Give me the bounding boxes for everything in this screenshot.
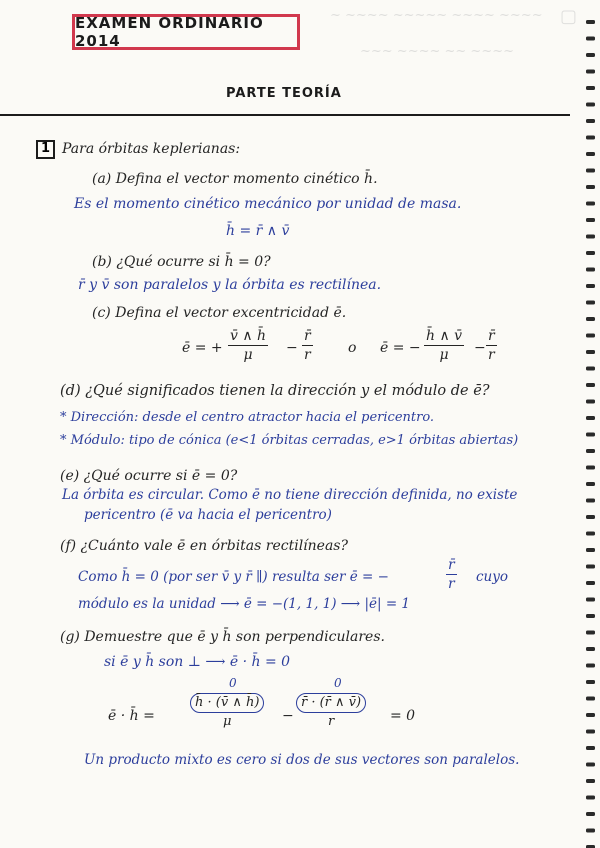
c-frac4-num: r̄ bbox=[488, 328, 495, 344]
binding-hole bbox=[586, 400, 595, 404]
binding-hole bbox=[586, 119, 595, 123]
answer-f-1: Como h̄ = 0 (por ser v̄ y r̄ ∥) resulta ser ē = − bbox=[78, 569, 389, 585]
g-minus: − bbox=[282, 708, 294, 724]
binding-hole bbox=[586, 70, 595, 74]
question-b: (b) ¿Qué ocurre si h̄ = 0? bbox=[92, 254, 271, 270]
binding-hole bbox=[586, 664, 595, 668]
binding-hole bbox=[586, 581, 595, 585]
g-zero-mark-2: 0 bbox=[334, 676, 342, 690]
c-lhs2: ē = − bbox=[380, 340, 421, 356]
f-frac-den: r bbox=[448, 576, 455, 592]
question-intro: Para órbitas keplerianas: bbox=[62, 141, 241, 157]
binding-hole bbox=[586, 284, 595, 288]
binding-hole bbox=[586, 515, 595, 519]
question-g: (g) Demuestre que ē y h̄ son perpendiculares. bbox=[60, 629, 385, 645]
f-frac bbox=[446, 556, 457, 593]
c-or: o bbox=[348, 340, 357, 356]
answer-f-2: módulo es la unidad ⟶ ē = −(1, 1, 1) ⟶ |ē| = 1 bbox=[78, 596, 411, 612]
binding-hole bbox=[586, 812, 595, 816]
question-d: (d) ¿Qué significados tienen la dirección y el módulo de ē? bbox=[60, 383, 490, 399]
c-frac2-den: r bbox=[304, 347, 311, 363]
binding-hole bbox=[586, 598, 595, 602]
binding-hole bbox=[586, 416, 595, 420]
binding-hole bbox=[586, 449, 595, 453]
binding-hole bbox=[586, 251, 595, 255]
binding-hole bbox=[586, 647, 595, 651]
binding-hole bbox=[586, 631, 595, 635]
binding-hole bbox=[586, 169, 595, 173]
binding-hole bbox=[586, 152, 595, 156]
g-zero-mark-1: 0 bbox=[229, 676, 237, 690]
binding-hole bbox=[586, 367, 595, 371]
question-a: (a) Defina el vector momento cinético h̄. bbox=[92, 171, 378, 187]
g-frac2 bbox=[296, 693, 366, 731]
binding-hole bbox=[586, 565, 595, 569]
exam-title: EXAMEN ORDINARIO 2014 bbox=[72, 14, 300, 50]
c-minus2: − bbox=[474, 340, 486, 356]
g-conclusion: Un producto mixto es cero si dos de sus vectores son paralelos. bbox=[84, 752, 520, 768]
binding-hole bbox=[586, 532, 595, 536]
g-frac1-num: h̄ · (v̄ ∧ h̄) bbox=[190, 693, 264, 713]
c-frac2 bbox=[302, 327, 313, 364]
answer-g-step1: si ē y h̄ son ⊥ ⟶ ē · h̄ = 0 bbox=[104, 654, 291, 670]
spiral-binding bbox=[560, 0, 600, 848]
binding-hole bbox=[586, 301, 595, 305]
f-frac-num: r̄ bbox=[448, 557, 455, 573]
binding-hole bbox=[586, 86, 595, 90]
binding-hole bbox=[586, 383, 595, 387]
section-heading: PARTE TEORÍA bbox=[226, 86, 342, 101]
c-minus1: − bbox=[286, 340, 298, 356]
g-frac1-den: μ bbox=[222, 714, 232, 729]
heading-rule bbox=[0, 114, 570, 116]
answer-e-2: pericentro (ē va hacia el pericentro) bbox=[84, 507, 332, 523]
binding-hole bbox=[586, 268, 595, 272]
question-c: (c) Defina el vector excentricidad ē. bbox=[92, 305, 347, 321]
binding-hole bbox=[586, 713, 595, 717]
binding-hole bbox=[586, 185, 595, 189]
binding-hole bbox=[586, 614, 595, 618]
answer-f-cuyo: cuyo bbox=[476, 569, 509, 585]
answer-d-1: * Dirección: desde el centro atractor hacia el pericentro. bbox=[60, 410, 435, 425]
binding-hole bbox=[586, 796, 595, 800]
binding-hole bbox=[586, 136, 595, 140]
binding-hole bbox=[586, 350, 595, 354]
c-frac1 bbox=[228, 327, 268, 364]
answer-d-2: * Módulo: tipo de cónica (e<1 órbitas cerradas, e>1 órbitas abiertas) bbox=[60, 433, 519, 448]
binding-hole bbox=[586, 730, 595, 734]
g-frac2-den: r bbox=[327, 714, 335, 729]
binding-hole bbox=[586, 37, 595, 41]
question-f: (f) ¿Cuánto vale ē en órbitas rectilíneas? bbox=[60, 538, 348, 554]
binding-hole bbox=[586, 482, 595, 486]
binding-hole bbox=[586, 20, 595, 24]
g-frac2-num: r̄ · (r̄ ∧ v̄) bbox=[296, 693, 366, 713]
answer-e-1: La órbita es circular. Como ē no tiene dirección definida, no existe bbox=[62, 487, 518, 503]
c-frac4-den: r bbox=[488, 347, 495, 363]
binding-hole bbox=[586, 202, 595, 206]
binding-hole bbox=[586, 53, 595, 57]
formula-a: h̄ = r̄ ∧ v̄ bbox=[226, 223, 290, 239]
binding-hole bbox=[586, 697, 595, 701]
binding-hole bbox=[586, 218, 595, 222]
binding-hole bbox=[586, 466, 595, 470]
g-frac1 bbox=[190, 693, 264, 731]
answer-a: Es el momento cinético mecánico por unidad de masa. bbox=[74, 196, 462, 212]
answer-b: r̄ y v̄ son paralelos y la órbita es rectilínea. bbox=[78, 277, 382, 293]
c-frac3-den: μ bbox=[439, 347, 449, 363]
g-rhs: = 0 bbox=[390, 708, 416, 724]
binding-hole bbox=[586, 103, 595, 107]
binding-hole bbox=[586, 746, 595, 750]
binding-hole bbox=[586, 548, 595, 552]
c-lhs: ē = + bbox=[182, 340, 223, 356]
c-frac1-num: v̄ ∧ h̄ bbox=[230, 328, 267, 344]
c-frac1-den: μ bbox=[243, 347, 253, 363]
binding-hole bbox=[586, 499, 595, 503]
c-frac3 bbox=[424, 327, 464, 364]
g-lhs: ē · h̄ = bbox=[108, 708, 155, 724]
binding-hole bbox=[586, 334, 595, 338]
question-e: (e) ¿Qué ocurre si ē = 0? bbox=[60, 468, 238, 484]
c-frac2-num: r̄ bbox=[304, 328, 311, 344]
binding-hole bbox=[586, 829, 595, 833]
binding-hole bbox=[586, 763, 595, 767]
binding-hole bbox=[586, 433, 595, 437]
question-number: 1 bbox=[36, 140, 55, 159]
binding-hole bbox=[586, 317, 595, 321]
c-frac4 bbox=[486, 327, 497, 364]
binding-hole bbox=[586, 235, 595, 239]
binding-hole bbox=[586, 680, 595, 684]
binding-hole bbox=[586, 779, 595, 783]
c-frac3-num: h̄ ∧ v̄ bbox=[426, 328, 463, 344]
bleed-through: ~ ~~~~ ~~~~~ ~~~~ ~~~~ ~~~ ~~~~ ~~ ~~~~ ▢ bbox=[330, 6, 578, 59]
